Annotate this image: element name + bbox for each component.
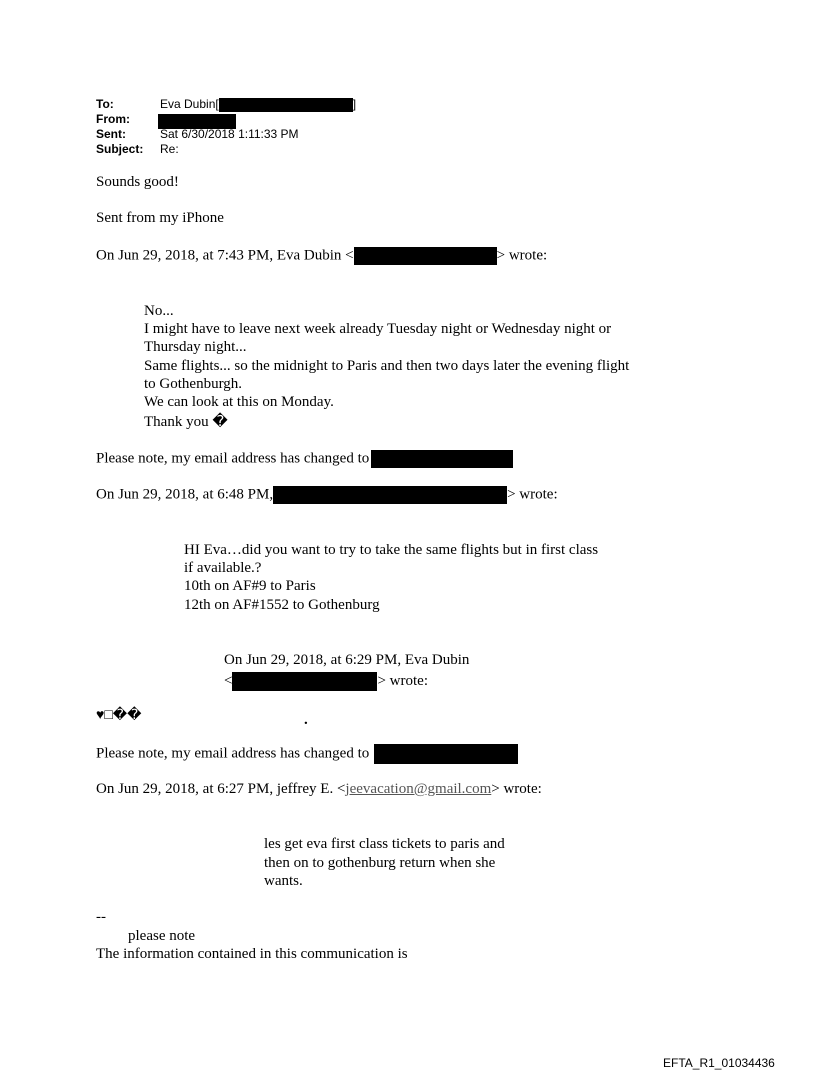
quote3-address [224,672,428,691]
redaction-box [219,98,353,112]
sent-label: Sent: [96,127,126,141]
redaction-box [232,672,377,691]
quote1-line: Same flights... so the midnight to Paris and then two days later the evening flight [144,358,630,374]
signature-note: please note [128,928,196,944]
quote1-intro: On Jun 29, 2018, at 7:43 PM, Eva Dubin < [96,247,354,264]
redaction-box [273,486,507,504]
redaction-box [354,247,497,265]
quote4-header [96,781,542,798]
quote3-lt: < [224,672,233,689]
quote2-line: 12th on AF#1552 to Gothenburg [184,597,380,613]
to-close: ] [352,97,357,111]
subject-value: Re: [160,142,179,156]
signature-dash: -- [96,909,106,925]
quote1-line: to Gothenburgh. [144,376,243,392]
quote2-wrote: > wrote: [507,486,558,503]
redaction-box [374,744,518,764]
body-line-sent-from: Sent from my iPhone [96,210,224,226]
quote1-line: No... [144,303,174,319]
signature-info: The information contained in this communication is [96,946,408,962]
quote4-line: wants. [264,873,303,889]
email-link[interactable]: jeevacation@gmail.com [345,781,492,797]
to-name: Eva Dubin[ [160,97,219,111]
subject-label: Subject: [96,142,144,156]
quote4-line: les get eva first class tickets to paris and [264,836,505,852]
note-text: Please note, my email address has changed to [96,745,370,762]
quote1-line: I might have to leave next week already Tuesday night or Wednesday night or [144,321,612,337]
quote4-wrote: > wrote: [491,781,542,797]
quote1-wrote: > wrote: [496,247,548,264]
quote4-line: then on to gothenburg return when she [264,855,496,871]
quote2-line: 10th on AF#9 to Paris [184,578,316,594]
quote2-line: if available.? [184,560,262,576]
to-value [160,97,356,112]
stray-dot: . [304,712,308,728]
document-id: EFTA_R1_01034436 [663,1056,775,1070]
quote1-line: Thank you � [144,414,228,430]
sent-value: Sat 6/30/2018 1:11:33 PM [160,127,299,141]
note-text: Please note, my email address has changed to [96,450,370,467]
quote2-line: HI Eva…did you want to try to take the same flights but in first class [184,542,599,558]
to-label: To: [96,97,114,111]
email-change-note [96,450,513,468]
quote4-intro: On Jun 29, 2018, at 6:27 PM, jeffrey E. < [96,781,346,797]
symbol-line: ♥□�� [96,708,142,723]
quote1-line: We can look at this on Monday. [144,394,334,410]
quote1-line: Thursday night... [144,339,247,355]
quote3-header: On Jun 29, 2018, at 6:29 PM, Eva Dubin [224,652,470,668]
from-label: From: [96,112,130,126]
body-line-sounds-good: Sounds good! [96,174,179,190]
quote2-intro: On Jun 29, 2018, at 6:48 PM, [96,486,274,503]
quote2-header [96,486,558,504]
email-change-note-2 [96,744,518,764]
quote1-header [96,247,547,265]
quote3-wrote: > wrote: [377,672,428,689]
redaction-box [371,450,513,468]
